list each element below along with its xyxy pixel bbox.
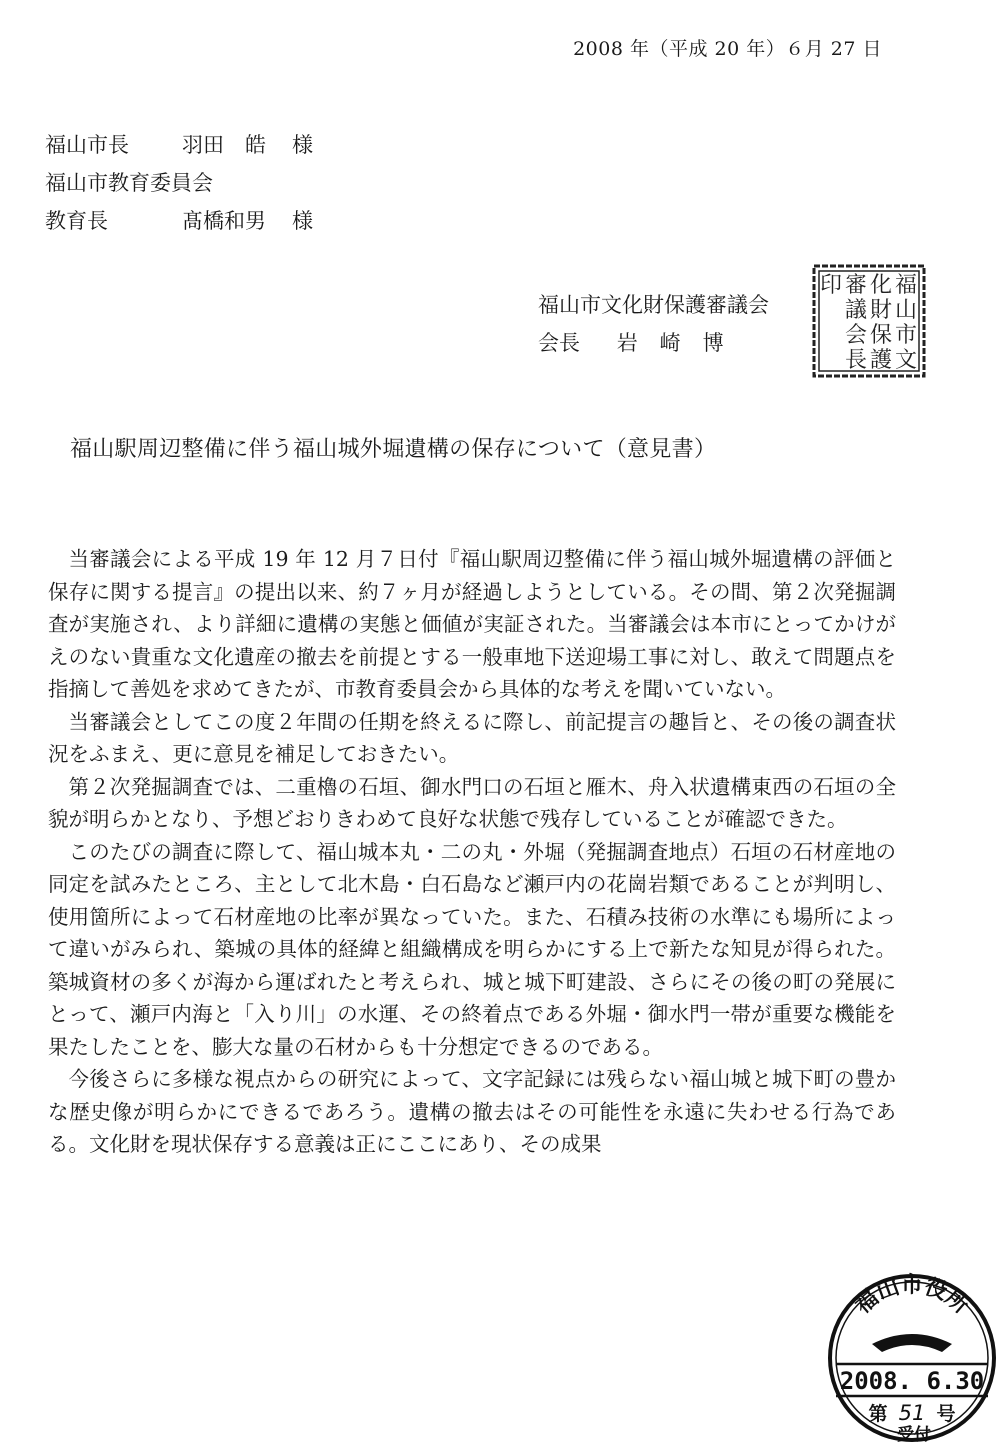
seal-glyph: 会 bbox=[844, 323, 868, 348]
addressee-org: 福山市教育委員会 bbox=[45, 171, 213, 195]
paragraph: 当審議会としてこの度２年間の任期を終えるに際し、前記提言の趣旨と、その後の調査状況をふまえ、更に意見を補足しておきたい。 bbox=[48, 709, 896, 766]
document-date: 2008 年（平成 20 年）６月 27 日 bbox=[573, 38, 882, 60]
addressee-superintendent bbox=[45, 202, 313, 240]
stamp-office: 福山市役所 bbox=[850, 1272, 974, 1319]
seal-glyph: 福 bbox=[894, 273, 918, 298]
document-body bbox=[48, 543, 896, 1161]
paragraph: 第２次発掘調査では、二重櫓の石垣、御水門口の石垣と雁木、舟入状遺構東西の石垣の全貌が明らかとなり、予想どおりきわめて良好な状態で残存していることが確認できた。 bbox=[48, 774, 896, 831]
sender-block bbox=[538, 286, 769, 362]
seal-glyph: 保 bbox=[869, 323, 893, 348]
stamp-number-suffix: 号 bbox=[936, 1403, 956, 1425]
seal-glyph: 審 bbox=[844, 273, 868, 298]
svg-text:福山市役所 bbox=[850, 1272, 974, 1319]
seal-glyph: 市 bbox=[894, 323, 918, 348]
stamp-status: 受付 bbox=[897, 1425, 931, 1445]
seal-glyph: 長 bbox=[844, 348, 868, 373]
seal-glyph: 護 bbox=[869, 348, 893, 373]
stamp-date: 2008. 6.30 bbox=[839, 1367, 985, 1395]
seal-glyph: 議 bbox=[844, 298, 868, 323]
addressee-mayor bbox=[45, 126, 313, 164]
addressee-org: 教育長 bbox=[45, 209, 108, 233]
seal-glyph: 印 bbox=[819, 273, 843, 298]
official-seal bbox=[810, 262, 928, 380]
stamp-number-prefix: 第 bbox=[868, 1403, 888, 1425]
addressee-honorific: 様 bbox=[292, 133, 313, 157]
sender-org: 福山市文化財保護審議会 bbox=[538, 293, 769, 317]
seal-glyph: 化 bbox=[869, 273, 893, 298]
sender-name: 岩崎博 bbox=[616, 331, 746, 355]
addressee-name: 羽田 皓 bbox=[182, 133, 266, 157]
stamp-number: 51 bbox=[898, 1401, 926, 1425]
paragraph: このたびの調査に際して、福山城本丸・二の丸・外堀（発掘調査地点）石垣の石材産地の同定を試みたところ、主として北木島・白石島など瀬戸内の花崗岩類であることが判明し、使用箇所によって石材産地の比率が異なっていた。また、石積み技術の水準にも場所によって違いがみられ、築城の具体的経緯と組織構成を明らかにする上で新たな知見が得られた。築城資材の多くが海から運ばれたと考えられ、城と城下町建設、さらにその後の町の発展にとって、瀬戸内海と「入り川」の水運、その終着点である外堀・御水門一帯が重要な機能を果たしたことを、膨大な量の石材からも十分想定できるのである。 bbox=[48, 839, 896, 1059]
addressee-org: 福山市長 bbox=[45, 133, 129, 157]
document-title: 福山駅周辺整備に伴う福山城外堀遺構の保存について（意見書） bbox=[70, 437, 717, 462]
addressee-honorific: 様 bbox=[292, 209, 313, 233]
seal-glyph: 財 bbox=[869, 298, 893, 323]
sender-title: 会長 bbox=[538, 331, 580, 355]
paragraph: 今後さらに多様な視点からの研究によって、文字記録には残らない福山城と城下町の豊かな歴史像が明らかにできるであろう。遺構の撤去はその可能性を永遠に失わせる行為である。文化財を現状保存する意義は正にここにあり、その成果 bbox=[48, 1067, 896, 1156]
addressee-name: 髙橋和男 bbox=[182, 209, 266, 233]
paragraph: 当審議会による平成 19 年 12 月７日付『福山駅周辺整備に伴う福山城外堀遺構の評価と保存に関する提言』の提出以来、約７ヶ月が経過しようとしている。その間、第２次発掘調査が実施され、より詳細に遺構の実態と価値が実証された。当審議会は本市にとってかけがえのない貴重な文化遺産の撤去を前提とする一般車地下送迎場工事に対し、敢えて問題点を指摘して善処を求めてきたが、市教育委員会から具体的な考えを聞いていない。 bbox=[48, 547, 896, 701]
seal-glyph: 山 bbox=[894, 298, 918, 323]
addressee-board bbox=[45, 164, 313, 202]
sender-person bbox=[538, 324, 769, 362]
addressee-block bbox=[45, 126, 313, 240]
received-stamp bbox=[822, 1268, 1000, 1448]
seal-glyph: 文 bbox=[894, 348, 918, 373]
